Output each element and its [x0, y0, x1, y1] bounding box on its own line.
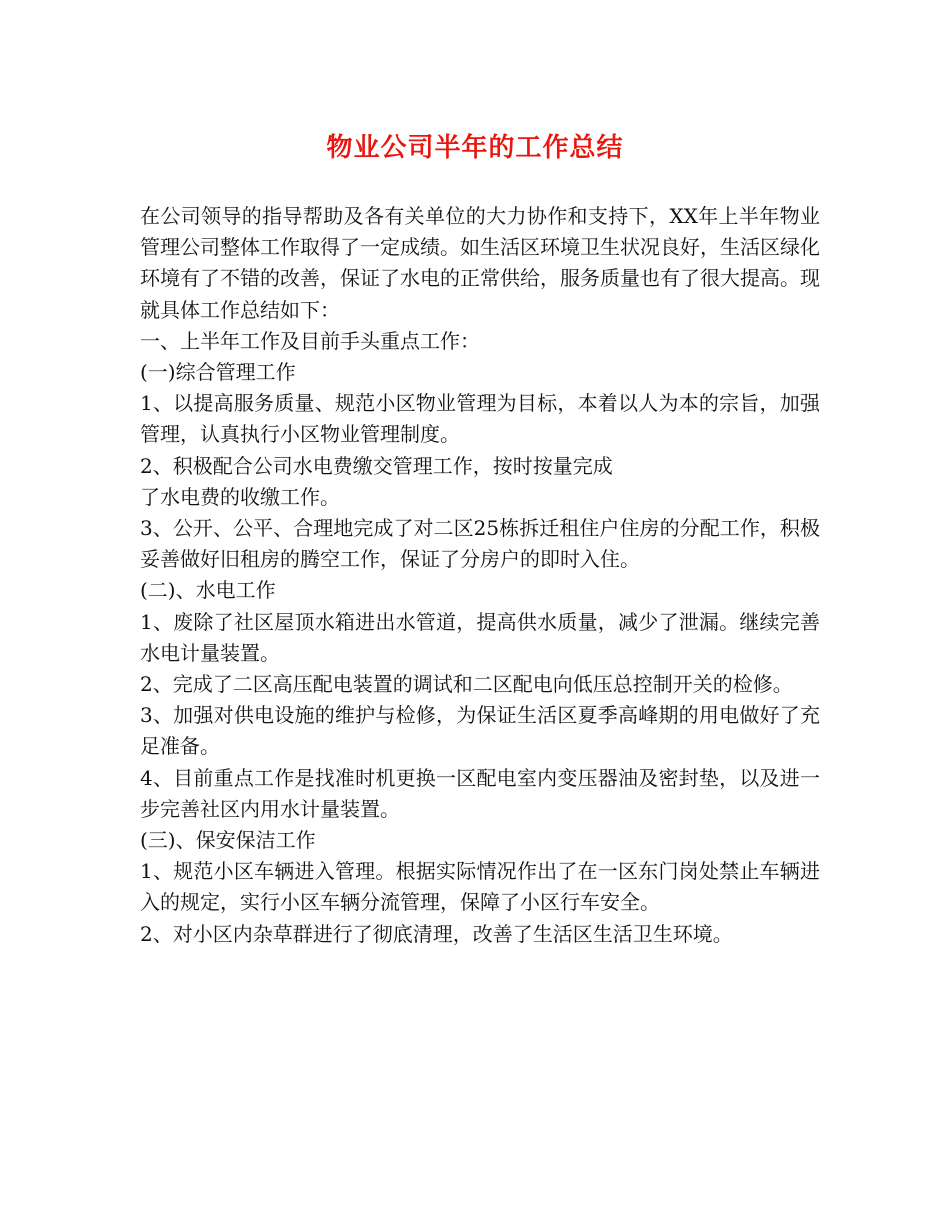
list-item: 2、完成了二区高压配电装置的调试和二区配电向低压总控制开关的检修。 — [140, 672, 793, 697]
list-item: 1、废除了社区屋顶水箱进出水管道，提高供水质量，减少了泄漏。继续完善水电计量装置。 — [140, 609, 820, 665]
section-heading-1: 一、上半年工作及目前手头重点工作： — [140, 328, 480, 353]
list-item-continuation: 了水电费的收缴工作。 — [140, 484, 340, 509]
list-item: 2、对小区内杂草群进行了彻底清理，改善了生活区生活卫生环境。 — [140, 921, 733, 946]
list-item: 1、规范小区车辆进入管理。根据实际情况作出了在一区东门岗处禁止车辆进入的规定，实行小区车辆分流管理，保障了小区行车安全。 — [140, 859, 820, 915]
subsection-heading-3: (三)、保安保洁工作 — [140, 828, 316, 853]
list-item: 4、目前重点工作是找准时机更换一区配电室内变压器油及密封垫，以及进一步完善社区内用水计量装置。 — [140, 765, 820, 821]
document-title: 物业公司半年的工作总结 — [326, 133, 624, 163]
paragraph-intro: 在公司领导的指导帮助及各有关单位的大力协作和支持下，XX年上半年物业管理公司整体工作取得了一定成绩。如生活区环境卫生状况良好，生活区绿化环境有了不错的改善，保证了水电的正常供给，服务质量也有了很大提高。现就具体工作总结如下： — [140, 204, 820, 322]
list-item: 1、以提高服务质量、规范小区物业管理为目标，本着以人为本的宗旨，加强管理，认真执行小区物业管理制度。 — [140, 391, 820, 447]
list-item: 3、加强对供电设施的维护与检修，为保证生活区夏季高峰期的用电做好了充足准备。 — [140, 703, 820, 759]
list-item: 3、公开、公平、合理地完成了对二区25栋拆迁租住户住房的分配工作，积极妥善做好旧租房的腾空工作，保证了分房户的即时入住。 — [140, 516, 820, 572]
list-item: 2、积极配合公司水电费缴交管理工作，按时按量完成 — [140, 453, 613, 478]
document-body — [140, 201, 820, 950]
subsection-heading-1: (一)综合管理工作 — [140, 360, 296, 385]
subsection-heading-2: (二)、水电工作 — [140, 578, 276, 603]
